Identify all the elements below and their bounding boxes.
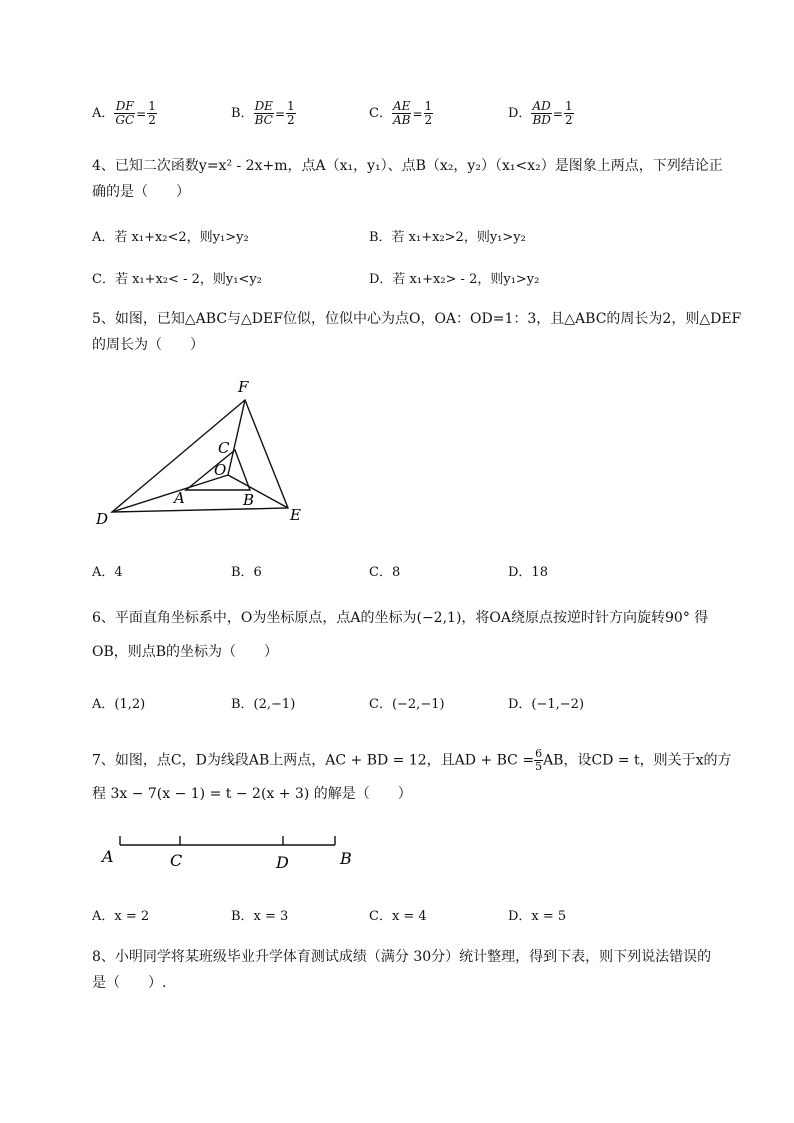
q3-option-a[interactable]: A． $\frac{DF}{GC}$ = $\frac{1}{2}$ (92, 99, 156, 127)
q7-stem-line2: 程 3x − 7(x − 1) = t − 2(x + 3) 的解是（ ） (92, 786, 412, 802)
q4-stem-line1: 4、已知二次函数y=x² - 2x+m，点A（x₁，y₁）、点B（x₂，y₂）（x₁<x₂）是图象上两点，下列结论正 (92, 158, 723, 174)
q3-option-c[interactable]: C． $\frac{AE}{AB}$ = $\frac{1}{2}$ (369, 99, 433, 127)
q7-option-d[interactable]: D．x = 5 (508, 909, 567, 924)
label-d: D (276, 853, 289, 872)
q6-option-d[interactable]: D．(−1,−2) (508, 697, 585, 712)
q5-option-d[interactable]: D．18 (508, 565, 548, 580)
label-f: F (238, 378, 249, 396)
q4-option-a[interactable]: A．若 x₁+x₂<2，则y₁>y₂ (92, 230, 249, 245)
q7-stem-line1: 7、如图，点C，D为线段AB上两点，AC + BD = 12，且AD + BC = $\frac{6}{5}$ AB，设CD = t，则关于x的方 (92, 747, 732, 773)
label-c: C (218, 439, 230, 457)
label-e: E (290, 506, 301, 524)
q6-option-a[interactable]: A．(1,2) (92, 697, 146, 712)
label-a: A (174, 489, 185, 507)
q4-option-c[interactable]: C．若 x₁+x₂< - 2，则y₁<y₂ (92, 272, 262, 287)
label-o: O (214, 461, 227, 479)
q7-segment-figure (98, 830, 360, 874)
label-b: B (340, 849, 352, 868)
q6-option-b[interactable]: B．(2,−1) (231, 697, 296, 712)
q3-option-b[interactable]: B． $\frac{DE}{BC}$ = $\frac{1}{2}$ (231, 99, 295, 127)
q5-option-a[interactable]: A．4 (92, 565, 123, 580)
q5-stem-line1: 5、如图，已知△ABC与△DEF位似，位似中心为点O，OA：OD=1：3，且△ABC的周长为2，则△DEF (92, 311, 742, 327)
label-b: B (243, 491, 255, 509)
q3-option-d[interactable]: D． $\frac{AD}{BD}$ = $\frac{1}{2}$ (508, 99, 573, 127)
q7-option-c[interactable]: C．x = 4 (369, 909, 427, 924)
q5-homothety-figure (90, 372, 320, 532)
q7-option-b[interactable]: B．x = 3 (231, 909, 289, 924)
q4-stem-line2: 确的是（ ） (92, 184, 190, 200)
q6-stem-line1: 6、平面直角坐标系中，O为坐标原点，点A的坐标为(−2,1)，将OA绕原点按逆时针方向旋转90° 得 (92, 610, 709, 626)
q8-stem-line1: 8、小明同学将某班级毕业升学体育测试成绩（满分 30分）统计整理，得到下表，则下列说法错误的 (92, 949, 712, 965)
q6-option-c[interactable]: C．(−2,−1) (369, 697, 445, 712)
label-d: D (96, 510, 109, 528)
q6-stem-line2: OB，则点B的坐标为（ ） (92, 644, 279, 660)
label-c: C (170, 851, 183, 870)
q4-option-b[interactable]: B．若 x₁+x₂>2，则y₁>y₂ (369, 230, 526, 245)
q8-stem-line2: 是（ ）. (92, 975, 167, 991)
q7-fraction: $\frac{6}{5}$ (535, 747, 543, 773)
label-a: A (102, 847, 114, 866)
q7-option-a[interactable]: A．x = 2 (92, 909, 150, 924)
q5-stem-line2: 的周长为（ ） (92, 337, 204, 353)
q4-option-d[interactable]: D．若 x₁+x₂> - 2，则y₁>y₂ (369, 272, 540, 287)
q5-option-c[interactable]: C．8 (369, 565, 401, 580)
q5-option-b[interactable]: B．6 (231, 565, 262, 580)
